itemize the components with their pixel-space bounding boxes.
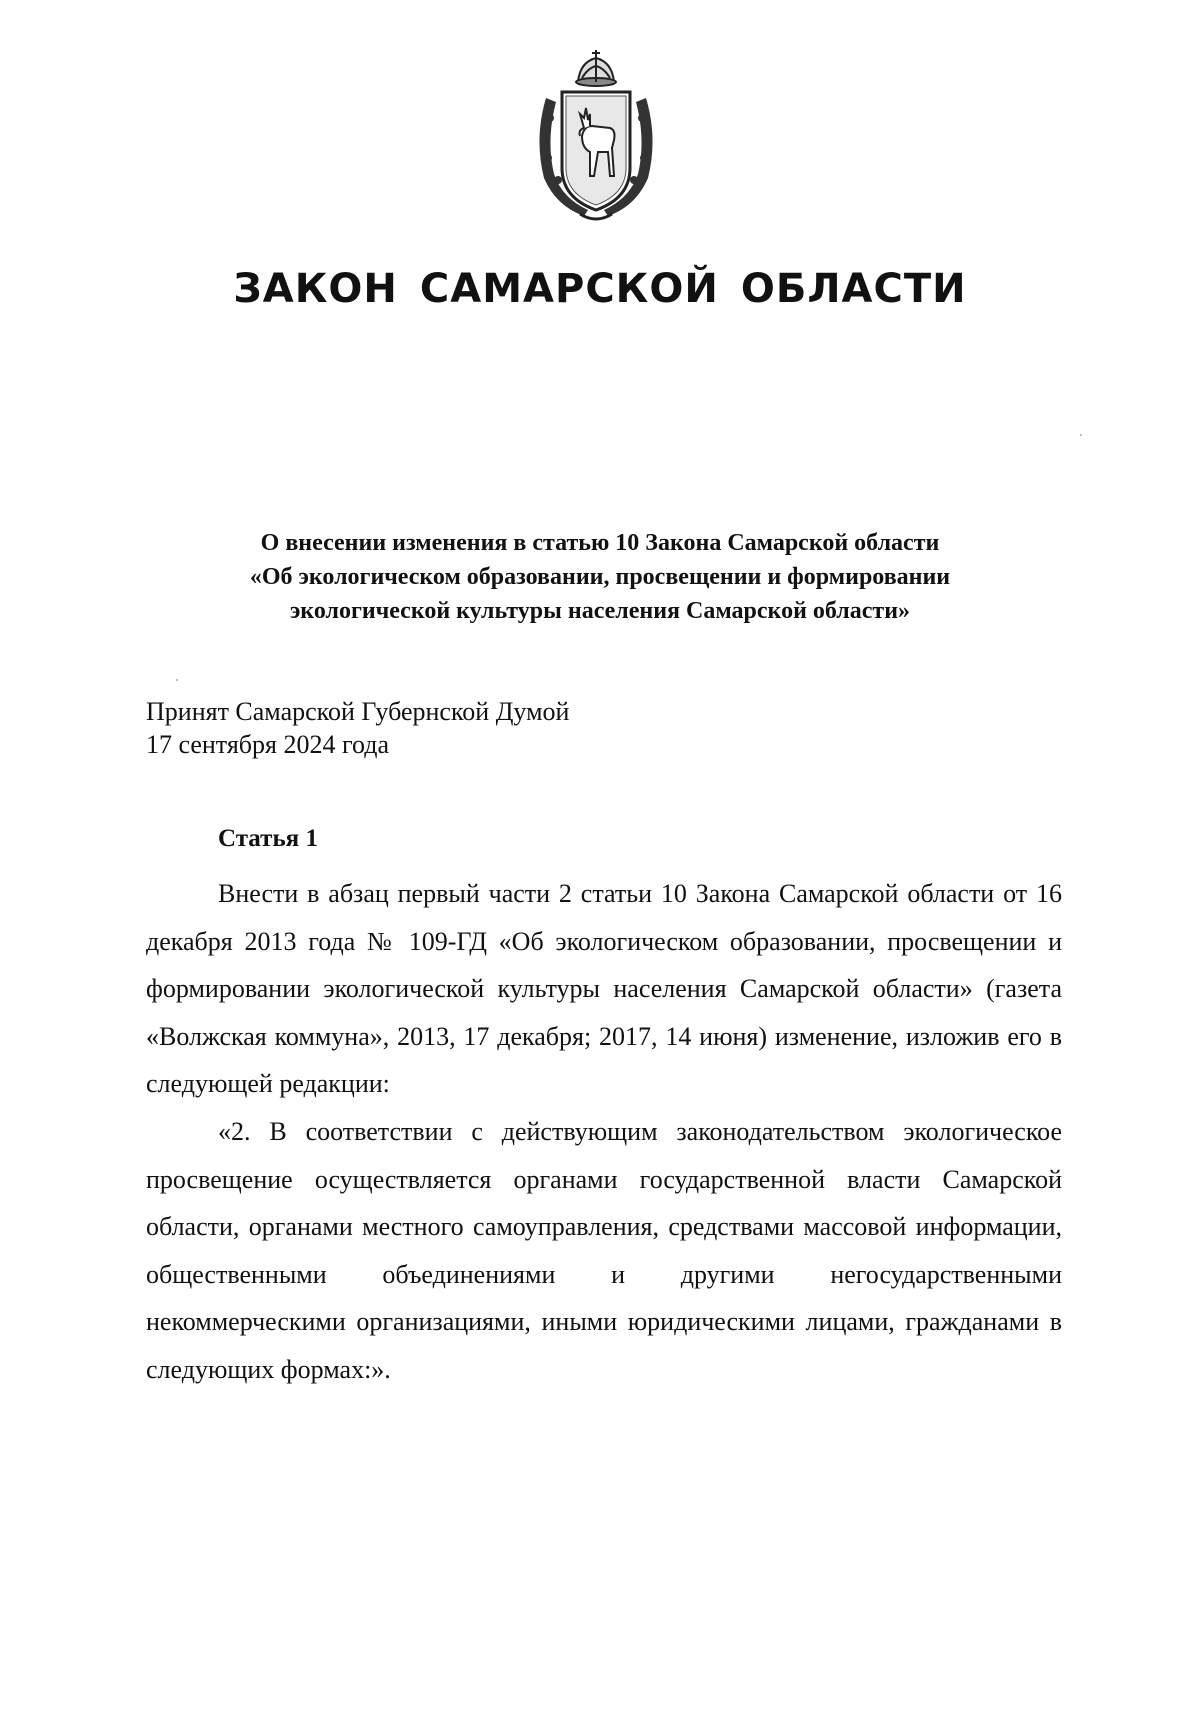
samara-coat-of-arms-icon — [528, 48, 664, 228]
scan-speck — [1080, 434, 1082, 436]
adoption-date: 17 сентября 2024 года — [146, 730, 390, 759]
article-body — [146, 870, 1062, 1394]
adoption-info — [146, 695, 569, 761]
adoption-body: Принят Самарской Губернской Думой — [146, 697, 570, 726]
paragraph: «2. В соответствии с действующим законодательством экологическое просвещение осуществляется органами государственной власти Самарской области, органами местного самоуправления, средствами массовой информации, общественными объединениями и другими негосударственными некоммерческими организациями, иными юридическими лицами, гражданами в следующих формах:». — [146, 1116, 1062, 1384]
subtitle-line: О внесении изменения в статью 10 Закона Самарской области — [260, 530, 940, 556]
law-title-word-1: ЗАКОН — [233, 266, 398, 312]
law-title — [0, 266, 1200, 312]
subtitle-line: «Об экологическом образовании, просвещении и формировании — [249, 564, 951, 590]
law-title-word-2: САМАРСКОЙ — [419, 266, 719, 312]
law-title-word-3: ОБЛАСТИ — [740, 266, 967, 312]
subtitle-line: экологической культуры населения Самарской области» — [289, 598, 911, 624]
law-subtitle — [150, 526, 1050, 628]
paragraph: Внести в абзац первый части 2 статьи 10 Закона Самарской области от 16 декабря 2013 года № 109-ГД «Об экологическом образовании, просвещении и формировании экологической культуры населения Самарской области» (газета «Волжская коммуна», 2013, 17 декабря; 2017, 14 июня) изменение, изложив его в следующей редакции: — [146, 879, 1062, 1099]
scan-speck — [176, 679, 178, 681]
article-heading: Статья 1 — [218, 825, 318, 852]
